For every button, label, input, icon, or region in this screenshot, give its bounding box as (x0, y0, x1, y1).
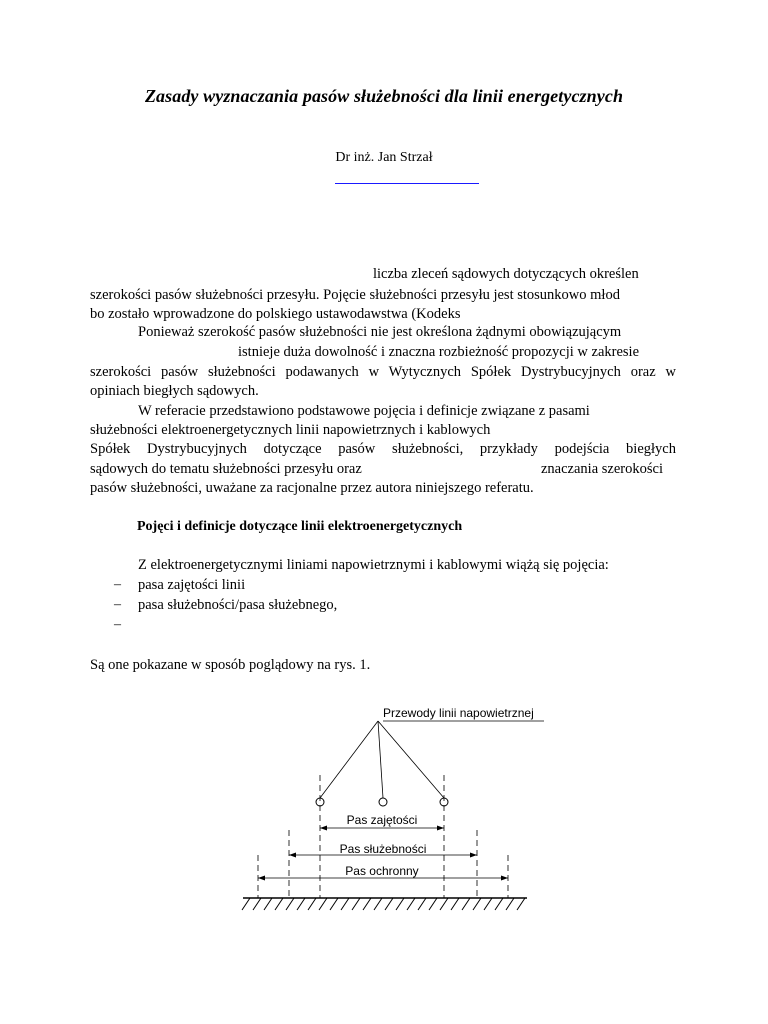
author-name: Dr inż. Jan Strzał (335, 150, 433, 165)
section-intro: Z elektroenergetycznymi liniami napowietrznymi i kablowymi wiążą się pojęcia: (138, 557, 609, 573)
text-line: liczba zleceń sądowych dotyczących określen (373, 266, 639, 282)
text-line: opiniach biegłych sądowych. (90, 383, 259, 399)
text-line: bo zostało wprowadzone do polskiego ustawodawstwa (Kodeks (90, 306, 461, 322)
leader-to-left-conductor (320, 721, 378, 798)
figure-power-line-bands (0, 690, 768, 950)
text-line: znaczania szerokości (541, 461, 663, 477)
list-item: pasa zajętości linii (138, 577, 246, 593)
conductors-label: Przewody linii napowietrznej (383, 706, 534, 720)
text-line: szerokości pasów służebności podawanych w Wytycznych Spółek Dystrybucyjnych oraz w (90, 364, 676, 380)
text-line: Spółek Dystrybucyjnych dotyczące pasów służebności, przykłady podejścia biegłych (90, 441, 676, 457)
band-occupancy-label: Pas zajętości (346, 813, 418, 827)
text-line: szerokości pasów służebności przesyłu. Pojęcie służebności przesyłu jest stosunkowo młod (90, 287, 620, 303)
list-dash: – (114, 577, 121, 592)
text-line: służebności elektroenergetycznych linii napowietrznych i kablowych (90, 422, 491, 438)
document-title: Zasady wyznaczania pasów służebności dla linii energetycznych (144, 86, 624, 106)
leader-to-middle-conductor (378, 721, 383, 798)
list-item: pasa służebności/pasa służebnego, (138, 597, 338, 613)
text-line: W referacie przedstawiono podstawowe pojęcia i definicje związane z pasami (138, 403, 590, 419)
text-line: Ponieważ szerokość pasów służebności nie jest określona żądnymi obowiązującym (138, 324, 622, 340)
text-line: pasów służebności, uważane za racjonalne przez autora niniejszego referatu. (90, 480, 534, 496)
figure-reference: Są one pokazane w sposób poglądowy na rys. 1. (90, 657, 371, 673)
conductor-middle (379, 798, 387, 806)
band-protective-label: Pas ochronny (345, 864, 419, 878)
section-heading: Pojęci i definicje dotyczące linii elektroenergetycznych (137, 519, 463, 534)
list-dash: – (114, 617, 121, 632)
author-underline (335, 183, 479, 184)
ground-hatching (242, 898, 525, 910)
list-dash: – (114, 597, 121, 612)
band-easement-label: Pas służebności (339, 842, 427, 856)
text-line: sądowych do tematu służebności przesyłu oraz (90, 461, 362, 477)
leader-to-right-conductor (378, 721, 444, 798)
text-line: istnieje duża dowolność i znaczna rozbieżność propozycji w zakresie (238, 344, 640, 360)
